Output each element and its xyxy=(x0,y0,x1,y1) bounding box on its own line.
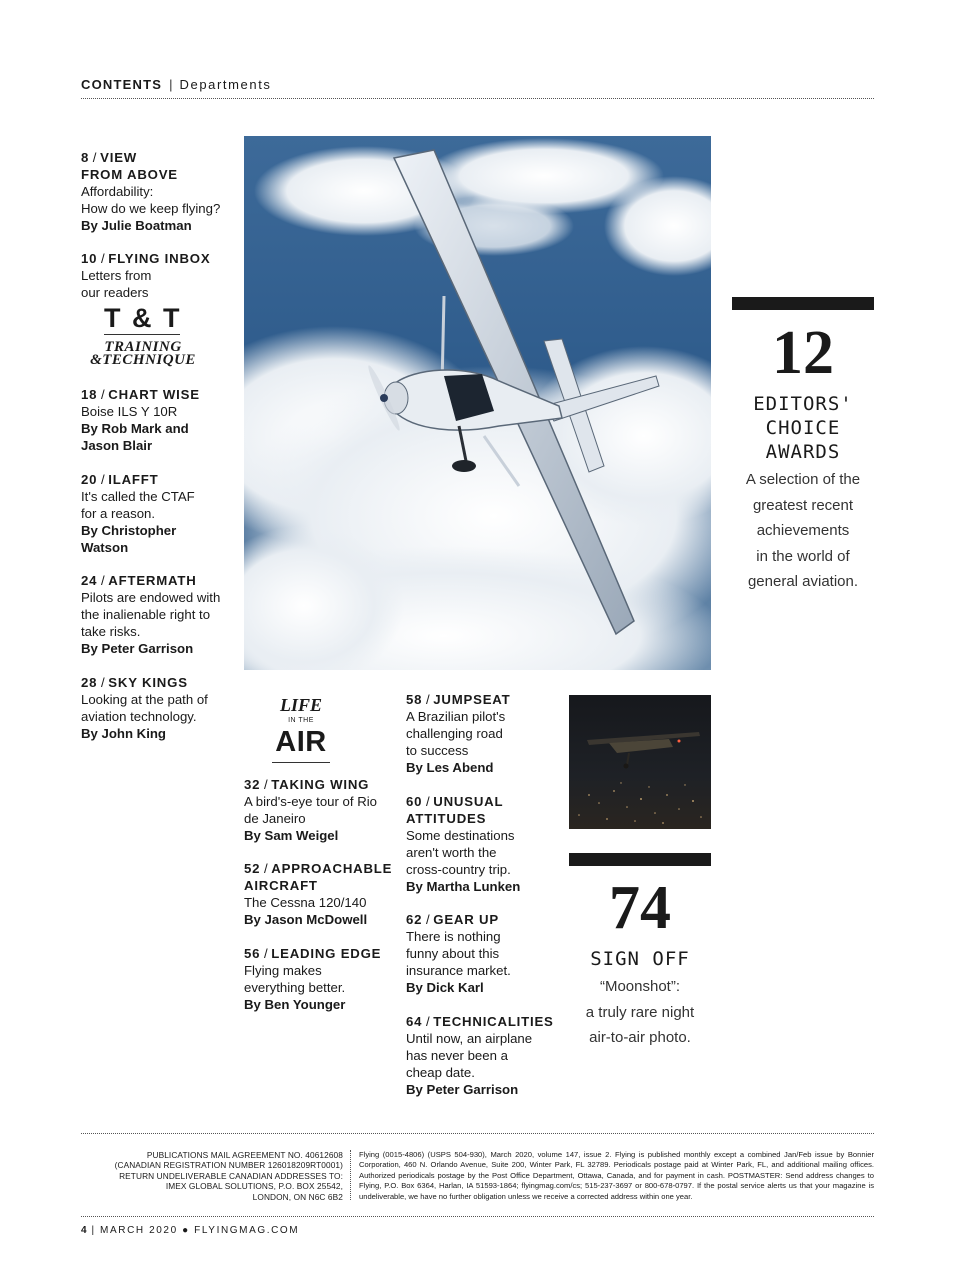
training-logo-line1: TRAINING xyxy=(104,339,182,355)
life-logo-air: AIR xyxy=(275,726,327,758)
feature-74-number: 74 xyxy=(609,874,671,942)
entry-slash: / xyxy=(97,251,109,266)
life-logo-inthe: IN THE xyxy=(288,717,314,724)
entry-byline: By John King xyxy=(81,726,166,741)
toc-entry xyxy=(81,386,241,454)
entry-description: How do we keep flying? xyxy=(81,201,221,216)
airplane-photo-illustration xyxy=(244,136,711,670)
entry-description: our readers xyxy=(81,285,149,300)
entry-description: It's called the CTAF xyxy=(81,489,195,504)
entry-page-number: 56 xyxy=(244,946,261,961)
f12-desc-line: achievements xyxy=(756,522,850,540)
section-header xyxy=(81,77,874,99)
life-logo-life: LIFE xyxy=(279,695,322,715)
entry-page-number: 52 xyxy=(244,861,261,876)
entry-description: Flying makes xyxy=(244,963,322,978)
entry-byline: By Christopher xyxy=(81,523,177,538)
entry-slash: / xyxy=(260,777,272,792)
entry-description: Affordability: xyxy=(81,184,154,199)
entry-slash: / xyxy=(422,794,434,809)
entry-title: FLYING INBOX xyxy=(108,251,211,266)
training-logo-rule xyxy=(104,334,180,335)
issue-date: MARCH 2020 xyxy=(100,1225,178,1236)
entry-slash: / xyxy=(97,573,109,588)
entry-byline: By Julie Boatman xyxy=(81,218,192,233)
section-label: Departments xyxy=(179,77,272,92)
feature-74-title xyxy=(560,947,720,971)
entry-page-number: 10 xyxy=(81,251,98,266)
f12-title-line: CHOICE xyxy=(765,417,841,439)
cover-photo-airplane xyxy=(244,136,711,670)
contents-label: CONTENTS xyxy=(81,77,163,92)
foot-left-line: RETURN UNDELIVERABLE CANADIAN ADDRESSES TO: xyxy=(119,1170,343,1181)
entry-description: Until now, an airplane xyxy=(406,1031,533,1046)
entry-slash: / xyxy=(97,472,109,487)
entry-description: to success xyxy=(406,743,469,758)
publication-statement: Flying (0015-4806) (USPS 504-930), March 2020, volume 147, issue 2. Flying is published monthly except a combined Jan/Feb issue by Bonnier Corporation, 460 N. Orlando Avenue, Suite 200, Winter Park, FL 32789. Periodicals postage paid at Winter Park, FL, and additional mailing offices. Authorized periodicals postage by the Post Office Department, Ottawa, Canada, and for payment in cash. POSTMASTER: Send address changes to Flying, P.O. Box 6364, Harlan, IA 51593-1864; flyingmag.com/cs; 515-237-3697 or 800-678-0797. If the postal service alerts us that your magazine is undeliverable, we have no further obligation unless we receive a corrected address within one year. xyxy=(359,1150,874,1201)
foot-left-line: (CANADIAN REGISTRATION NUMBER 126018209RT0001) xyxy=(114,1160,343,1171)
life-logo-rule xyxy=(272,762,330,763)
entry-title: ILAFFT xyxy=(108,472,159,487)
entry-slash: / xyxy=(89,150,101,165)
entry-title: JUMPSEAT xyxy=(433,692,511,707)
entry-description: A Brazilian pilot's xyxy=(406,709,506,724)
entry-description: funny about this xyxy=(406,946,500,961)
entry-description: for a reason. xyxy=(81,506,156,521)
entry-description: cheap date. xyxy=(406,1065,475,1080)
entry-byline: By Jason McDowell xyxy=(244,912,368,927)
toc-entry xyxy=(406,911,566,996)
feature-12-title xyxy=(720,392,886,464)
entry-description: Letters from xyxy=(81,268,152,283)
entry-title: CHART WISE xyxy=(108,387,200,402)
entry-title: APPROACHABLE xyxy=(271,861,393,876)
entry-page-number: 32 xyxy=(244,777,261,792)
night-airplane-illustration xyxy=(569,695,711,829)
toc-entry xyxy=(244,776,404,844)
entry-byline: Watson xyxy=(81,540,129,555)
postal-info xyxy=(81,1150,343,1202)
entry-description: aviation technology. xyxy=(81,709,197,724)
entry-page-number: 62 xyxy=(406,912,423,927)
entry-title: VIEW xyxy=(100,150,138,165)
entry-title: GEAR UP xyxy=(433,912,499,927)
entry-page-number: 64 xyxy=(406,1014,423,1029)
training-logo-line2: &TECHNIQUE xyxy=(90,352,196,368)
entry-description: Pilots are endowed with xyxy=(81,590,221,605)
entry-title: TAKING WING xyxy=(271,777,370,792)
entry-byline: By Rob Mark and xyxy=(81,421,189,436)
entry-slash: / xyxy=(422,912,434,927)
f74-desc-line: a truly rare night xyxy=(585,1003,695,1021)
entry-description: Some destinations xyxy=(406,828,515,843)
foot-left-line: IMEX GLOBAL SOLUTIONS, P.O. BOX 25542, xyxy=(165,1181,343,1192)
entry-page-number: 8 xyxy=(81,150,90,165)
entry-description: everything better. xyxy=(244,980,346,995)
entry-description: de Janeiro xyxy=(244,811,306,826)
foot-left-line: PUBLICATIONS MAIL AGREEMENT NO. 40612608 xyxy=(146,1150,343,1160)
toc-entry xyxy=(406,793,566,895)
entry-title-line2: ATTITUDES xyxy=(406,811,487,826)
entry-byline: By Martha Lunken xyxy=(406,879,521,894)
entry-byline: By Dick Karl xyxy=(406,980,484,995)
entry-description: the inalienable right to xyxy=(81,607,211,622)
entry-title-line2: AIRCRAFT xyxy=(244,878,318,893)
folio-separator: | xyxy=(91,1225,96,1236)
page-number: 4 xyxy=(81,1225,88,1236)
toc-entry xyxy=(244,860,404,928)
f12-desc-line: greatest recent xyxy=(752,496,854,514)
night-photo xyxy=(569,695,711,829)
entry-page-number: 60 xyxy=(406,794,423,809)
entry-page-number: 24 xyxy=(81,573,98,588)
toc-entry xyxy=(81,149,241,234)
f12-title-line: AWARDS xyxy=(765,441,841,463)
entry-slash: / xyxy=(97,387,109,402)
entry-byline: By Sam Weigel xyxy=(244,828,339,843)
entry-title: UNUSUAL xyxy=(433,794,504,809)
entry-page-number: 18 xyxy=(81,387,98,402)
entry-slash: / xyxy=(260,861,272,876)
toc-entry xyxy=(81,674,241,742)
folio xyxy=(81,1225,299,1236)
toc-entry xyxy=(406,1013,566,1098)
footer-top-rule xyxy=(81,1133,874,1134)
entry-description: The Cessna 120/140 xyxy=(244,895,367,910)
entry-description: has never been a xyxy=(406,1048,508,1063)
f12-title-line: EDITORS' xyxy=(753,393,853,415)
entry-page-number: 28 xyxy=(81,675,98,690)
entry-description: insurance market. xyxy=(406,963,511,978)
entry-description: aren't worth the xyxy=(406,845,497,860)
toc-entry xyxy=(244,945,404,1013)
feature-74-bar xyxy=(569,853,711,866)
f12-desc-line: in the world of xyxy=(756,547,850,565)
folio-bullet: ● xyxy=(182,1225,190,1236)
feature-12-description xyxy=(720,467,886,595)
entry-slash: / xyxy=(422,692,434,707)
entry-description: Boise ILS Y 10R xyxy=(81,404,178,419)
toc-entry xyxy=(406,691,566,776)
feature-12-number: 12 xyxy=(772,319,834,387)
toc-entry xyxy=(81,250,241,301)
entry-page-number: 58 xyxy=(406,692,423,707)
toc-entry xyxy=(81,572,241,657)
entry-title-line2: FROM ABOVE xyxy=(81,167,178,182)
foot-left-line: LONDON, ON N6C 6B2 xyxy=(252,1191,343,1202)
feature-12-bar xyxy=(732,297,874,310)
training-logo-title: T & T xyxy=(104,303,182,333)
entry-description: challenging road xyxy=(406,726,503,741)
entry-title: AFTERMATH xyxy=(108,573,197,588)
f74-title-line: SIGN OFF xyxy=(590,948,690,970)
entry-byline: By Peter Garrison xyxy=(406,1082,519,1097)
f74-desc-line: air-to-air photo. xyxy=(589,1029,691,1047)
entry-byline: By Peter Garrison xyxy=(81,641,194,656)
entry-title: SKY KINGS xyxy=(108,675,188,690)
entry-description: take risks. xyxy=(81,624,141,639)
entry-byline: By Ben Younger xyxy=(244,997,346,1012)
entry-description: Looking at the path of xyxy=(81,692,208,707)
entry-description: cross-country trip. xyxy=(406,862,511,877)
footer-bottom-rule xyxy=(81,1216,874,1217)
feature-74-description xyxy=(560,974,720,1051)
entry-byline: By Les Abend xyxy=(406,760,494,775)
website: FLYINGMAG.COM xyxy=(194,1225,300,1236)
f12-desc-line: A selection of the xyxy=(745,471,861,488)
entry-title: TECHNICALITIES xyxy=(433,1014,554,1029)
entry-slash: / xyxy=(260,946,272,961)
training-logo-subtitle xyxy=(86,341,200,367)
footer-divider xyxy=(350,1150,351,1200)
entry-description: There is nothing xyxy=(406,929,501,944)
entry-slash: / xyxy=(97,675,109,690)
entry-byline: Jason Blair xyxy=(81,438,153,453)
f74-desc-line: “Moonshot”: xyxy=(599,978,681,995)
entry-title: LEADING EDGE xyxy=(271,946,382,961)
entry-description: A bird's-eye tour of Rio xyxy=(244,794,377,809)
header-separator: | xyxy=(169,77,173,92)
entry-slash: / xyxy=(422,1014,434,1029)
toc-entry xyxy=(81,471,241,556)
entry-page-number: 20 xyxy=(81,472,98,487)
f12-desc-line: general aviation. xyxy=(747,573,859,591)
